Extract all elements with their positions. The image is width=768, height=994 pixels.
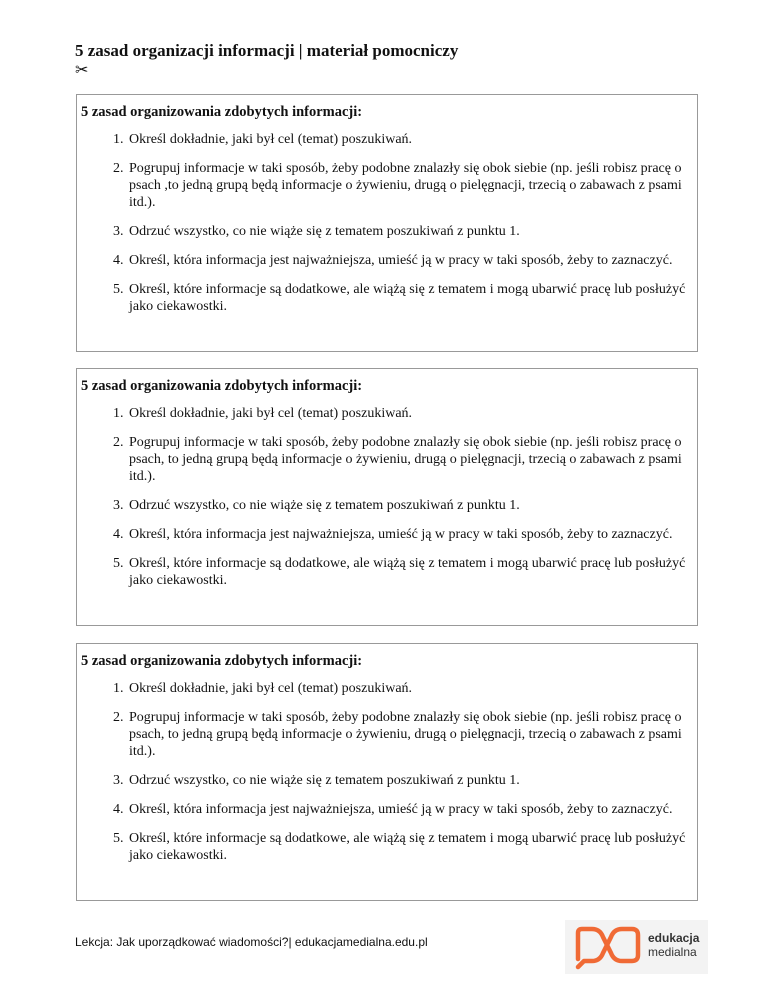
edukacja-medialna-logo [565, 920, 708, 974]
page-title: 5 zasad organizacji informacji | materiał pomocniczy [75, 41, 459, 60]
list-item: 1. Określ dokładnie, jaki był cel (temat) poszukiwań. [127, 680, 689, 697]
list-item: 3. Odrzuć wszystko, co nie wiąże się z tematem poszukiwań z punktu 1. [127, 223, 689, 240]
list-item: 5. Określ, które informacje są dodatkowe, ale wiążą się z tematem i mogą ubarwić pracę lub posłużyć jako ciekawostki. [127, 281, 689, 315]
list-item: 5. Określ, które informacje są dodatkowe, ale wiążą się z tematem i mogą ubarwić pracę lub posłużyć jako ciekawostki. [127, 555, 689, 589]
rules-list [81, 131, 689, 315]
box-heading: 5 zasad organizowania zdobytych informacji: [81, 104, 363, 120]
logo-line-2: medialna [648, 945, 697, 959]
list-item: 4. Określ, która informacja jest najważniejsza, umieść ją w pracy w taki sposób, żeby to zaznaczyć. [127, 526, 689, 543]
rules-box-3 [76, 643, 698, 901]
rules-list [81, 405, 689, 589]
list-item: 2. Pogrupuj informacje w taki sposób, żeby podobne znalazły się obok siebie (np. jeśli robisz pracę o psach, to jedną grupą będą informacje o żywieniu, drugą o pielęgnacji, trzecią o zabawach z psami itd.). [127, 434, 689, 485]
list-item: 4. Określ, która informacja jest najważniejsza, umieść ją w pracy w taki sposób, żeby to zaznaczyć. [127, 252, 689, 269]
rules-box-2 [76, 368, 698, 626]
rules-box-1 [76, 94, 698, 352]
list-item: 3. Odrzuć wszystko, co nie wiąże się z tematem poszukiwań z punktu 1. [127, 772, 689, 789]
list-item: 5. Określ, które informacje są dodatkowe, ale wiążą się z tematem i mogą ubarwić pracę lub posłużyć jako ciekawostki. [127, 830, 689, 864]
list-item: 4. Określ, która informacja jest najważniejsza, umieść ją w pracy w taki sposób, żeby to zaznaczyć. [127, 801, 689, 818]
list-item: 2. Pogrupuj informacje w taki sposób, żeby podobne znalazły się obok siebie (np. jeśli robisz pracę o psach ,to jedną grupą będą informacje o żywieniu, drugą o pielęgnacji, trzecią o zabawach z psami itd.). [127, 160, 689, 211]
box-heading: 5 zasad organizowania zdobytych informacji: [81, 653, 363, 669]
logo-line-1: edukacja [648, 931, 700, 945]
logo-mark-icon [570, 923, 644, 971]
list-item: 3. Odrzuć wszystko, co nie wiąże się z tematem poszukiwań z punktu 1. [127, 497, 689, 514]
scissors-icon: ✂ [75, 62, 89, 79]
list-item: 1. Określ dokładnie, jaki był cel (temat) poszukiwań. [127, 131, 689, 148]
list-item: 1. Określ dokładnie, jaki był cel (temat) poszukiwań. [127, 405, 689, 422]
list-item: 2. Pogrupuj informacje w taki sposób, żeby podobne znalazły się obok siebie (np. jeśli robisz pracę o psach, to jedną grupą będą informacje o żywieniu, drugą o pielęgnacji, trzecią o zabawach z psami itd.). [127, 709, 689, 760]
box-heading: 5 zasad organizowania zdobytych informacji: [81, 378, 363, 394]
logo-text [648, 931, 699, 959]
footer-lesson-text: Lekcja: Jak uporządkować wiadomości?| edukacjamedialna.edu.pl [75, 935, 428, 949]
rules-list [81, 680, 689, 864]
